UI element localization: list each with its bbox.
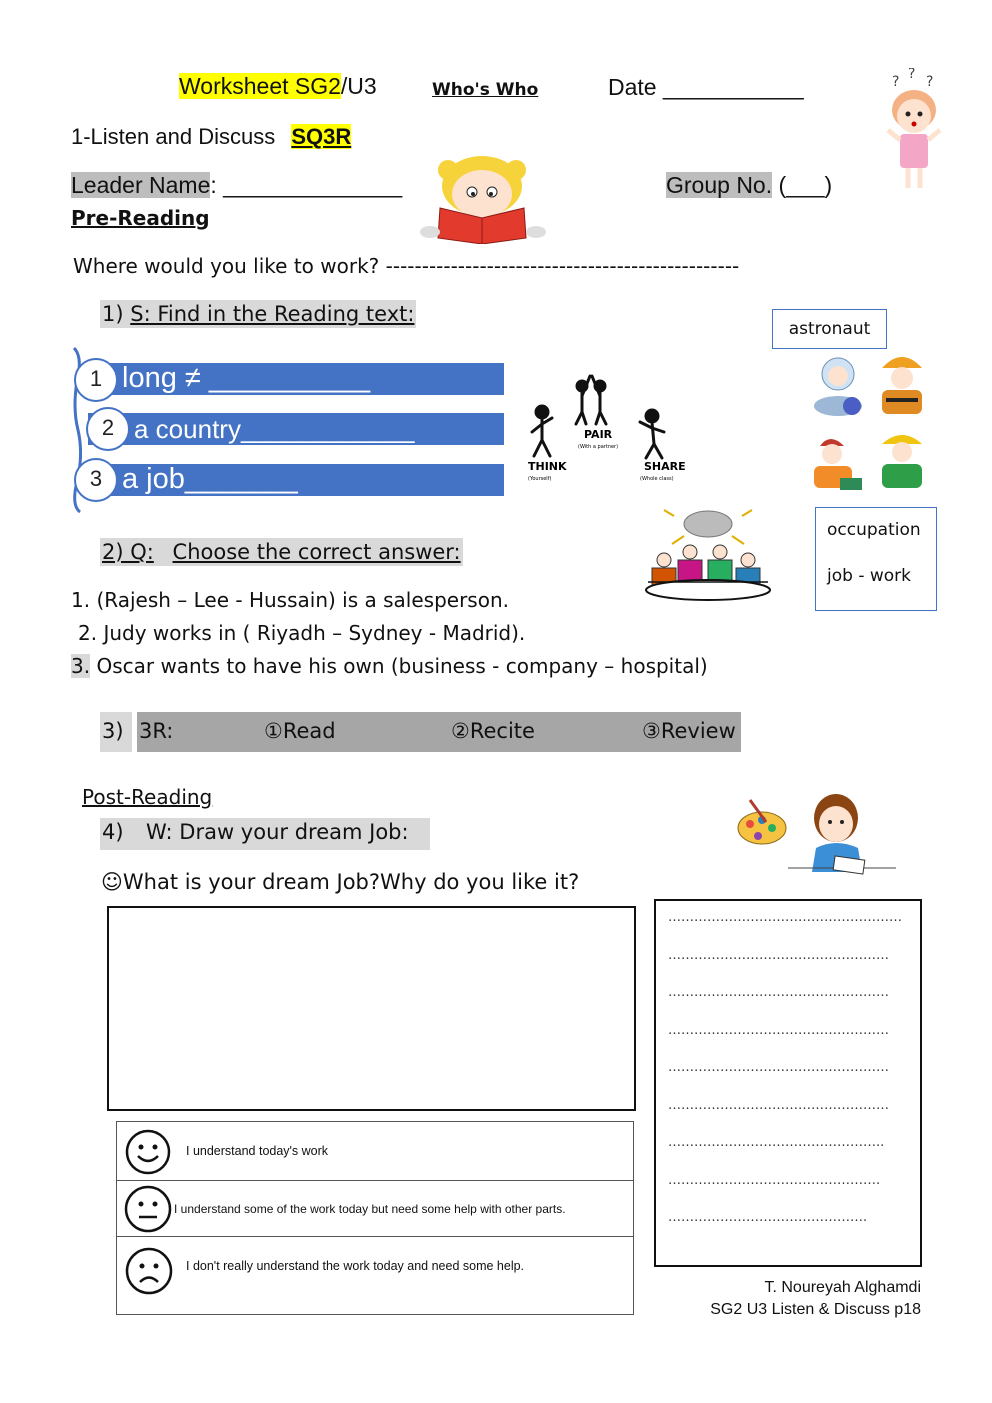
assessment-row[interactable] xyxy=(118,1124,633,1180)
writing-line[interactable]: …………………………………………. xyxy=(668,1173,881,1188)
q1-text: S: Find in the Reading text: xyxy=(130,302,415,326)
assessment-row[interactable] xyxy=(118,1181,633,1237)
q2-text: Choose the correct answer: xyxy=(172,540,461,564)
date-field xyxy=(608,74,804,101)
topic-title: Who's Who xyxy=(432,80,539,100)
share-label: SHARE xyxy=(644,460,686,473)
q2-heading xyxy=(100,538,463,566)
writing-line[interactable]: …………………………………………… xyxy=(668,948,889,963)
reading-child-icon xyxy=(418,152,548,244)
q2-number: 2) Q: xyxy=(102,540,154,564)
dream-question: ☺What is your dream Job?Why do you like it? xyxy=(101,870,580,894)
svg-text:?: ? xyxy=(926,74,934,90)
writing-line[interactable]: ………………………………………….. xyxy=(668,1135,885,1150)
answer-text[interactable]: Judy works in ( Riyadh – Sydney - Madrid). xyxy=(97,621,526,645)
find-item-number: 2 xyxy=(86,407,130,451)
q4-heading xyxy=(100,818,430,850)
unit-label: /U3 xyxy=(340,73,377,99)
post-reading-heading: Post-Reading xyxy=(82,785,213,809)
answer-item xyxy=(78,621,525,645)
answer-item xyxy=(71,654,708,678)
section1-heading xyxy=(71,124,351,150)
find-item-text[interactable]: long ≠ __________ xyxy=(122,362,371,394)
q3-review: ③Review xyxy=(642,719,736,743)
where-question: Where would you like to work? ------------------------------------------------- xyxy=(73,254,740,278)
answer-item xyxy=(71,588,509,612)
leader-label: Leader Name xyxy=(71,172,211,198)
sq3r-label: SQ3R xyxy=(291,124,352,149)
svg-text:?: ? xyxy=(892,74,900,90)
q3-number: 3) xyxy=(102,719,124,743)
think-pair-share-icon xyxy=(520,372,690,488)
date-blank[interactable]: ___________ xyxy=(662,74,804,100)
q1-number: 1) xyxy=(102,302,124,326)
assessment-text: I understand some of the work today but need some help with other parts. xyxy=(174,1202,566,1216)
writing-line[interactable]: …………………………………………… xyxy=(668,1098,889,1113)
writing-line[interactable]: …………………………………………… xyxy=(668,1060,889,1075)
find-item-row xyxy=(88,363,504,395)
leader-colon: : xyxy=(210,172,217,198)
job-work-label: job - work xyxy=(827,566,911,586)
find-item-row xyxy=(88,413,504,445)
answer-text[interactable]: Oscar wants to have his own (business - company – hospital) xyxy=(90,654,708,678)
pair-label: PAIR xyxy=(584,428,613,441)
q1-heading xyxy=(100,300,416,328)
find-item-number: 3 xyxy=(74,458,118,502)
share-sub: (Whole class) xyxy=(640,476,674,482)
writing-line[interactable]: ……………………………………………… xyxy=(668,910,902,925)
think-label: THINK xyxy=(528,460,567,473)
q3-bar xyxy=(137,712,741,752)
find-item-number: 1 xyxy=(74,358,118,402)
worksheet-label: Worksheet SG2 xyxy=(179,73,341,99)
smiley-happy-icon xyxy=(124,1128,172,1176)
answer-number: 2. xyxy=(78,621,98,645)
smiley-neutral-icon xyxy=(124,1184,172,1234)
think-sub: (Yourself) xyxy=(528,476,552,482)
q3-label: 3R: xyxy=(139,719,174,743)
assessment-text: I understand today's work xyxy=(186,1144,329,1158)
worksheet-title xyxy=(179,73,377,100)
group-discussion-icon xyxy=(644,508,774,606)
pair-sub: (With a partner) xyxy=(578,444,619,450)
writing-line[interactable]: …………………………………………… xyxy=(668,1023,889,1038)
palette-girl-icon xyxy=(736,788,896,880)
find-item-row xyxy=(88,464,504,496)
smiley-sad-icon xyxy=(124,1244,174,1296)
occupation-label: occupation xyxy=(827,520,921,540)
writing-line[interactable]: ………………………………………. xyxy=(668,1210,868,1225)
find-item-text[interactable]: a country____________ xyxy=(134,414,415,444)
drawing-box[interactable] xyxy=(107,906,636,1111)
answer-text[interactable]: (Rajesh – Lee - Hussain) is a salesperson. xyxy=(90,588,509,612)
confused-girl-icon xyxy=(880,68,950,198)
leader-blank[interactable]: ______________ xyxy=(216,172,403,198)
leader-field xyxy=(71,172,402,199)
q3-read: ①Read xyxy=(264,719,336,743)
q4-number: 4) xyxy=(102,820,124,844)
writing-line[interactable]: …………………………………………… xyxy=(668,985,889,1000)
q3-number-bg xyxy=(100,712,132,752)
pre-reading-heading: Pre-Reading xyxy=(71,206,210,230)
answer-number: 3. xyxy=(71,654,91,678)
section1-label: 1-Listen and Discuss xyxy=(71,124,276,149)
find-item-text[interactable]: a job_______ xyxy=(122,463,298,495)
footer-ref: SG2 U3 Listen & Discuss p18 xyxy=(710,1301,921,1318)
q4-text: W: Draw your dream Job: xyxy=(146,820,409,844)
assessment-text: I don't really understand the work today and need some help. xyxy=(186,1259,525,1273)
occupation-box xyxy=(815,507,937,611)
occupations-icon xyxy=(806,346,944,506)
group-blank[interactable]: (___) xyxy=(772,172,833,198)
group-field xyxy=(666,172,832,199)
answer-number: 1. xyxy=(71,588,91,612)
date-label: Date xyxy=(608,74,657,100)
group-label: Group No. xyxy=(666,172,773,198)
svg-text:?: ? xyxy=(908,68,916,82)
q3-recite: ②Recite xyxy=(451,719,535,743)
footer-teacher: T. Noureyah Alghamdi xyxy=(764,1279,921,1296)
assessment-row[interactable] xyxy=(118,1238,633,1312)
astronaut-label: astronaut xyxy=(772,309,887,349)
